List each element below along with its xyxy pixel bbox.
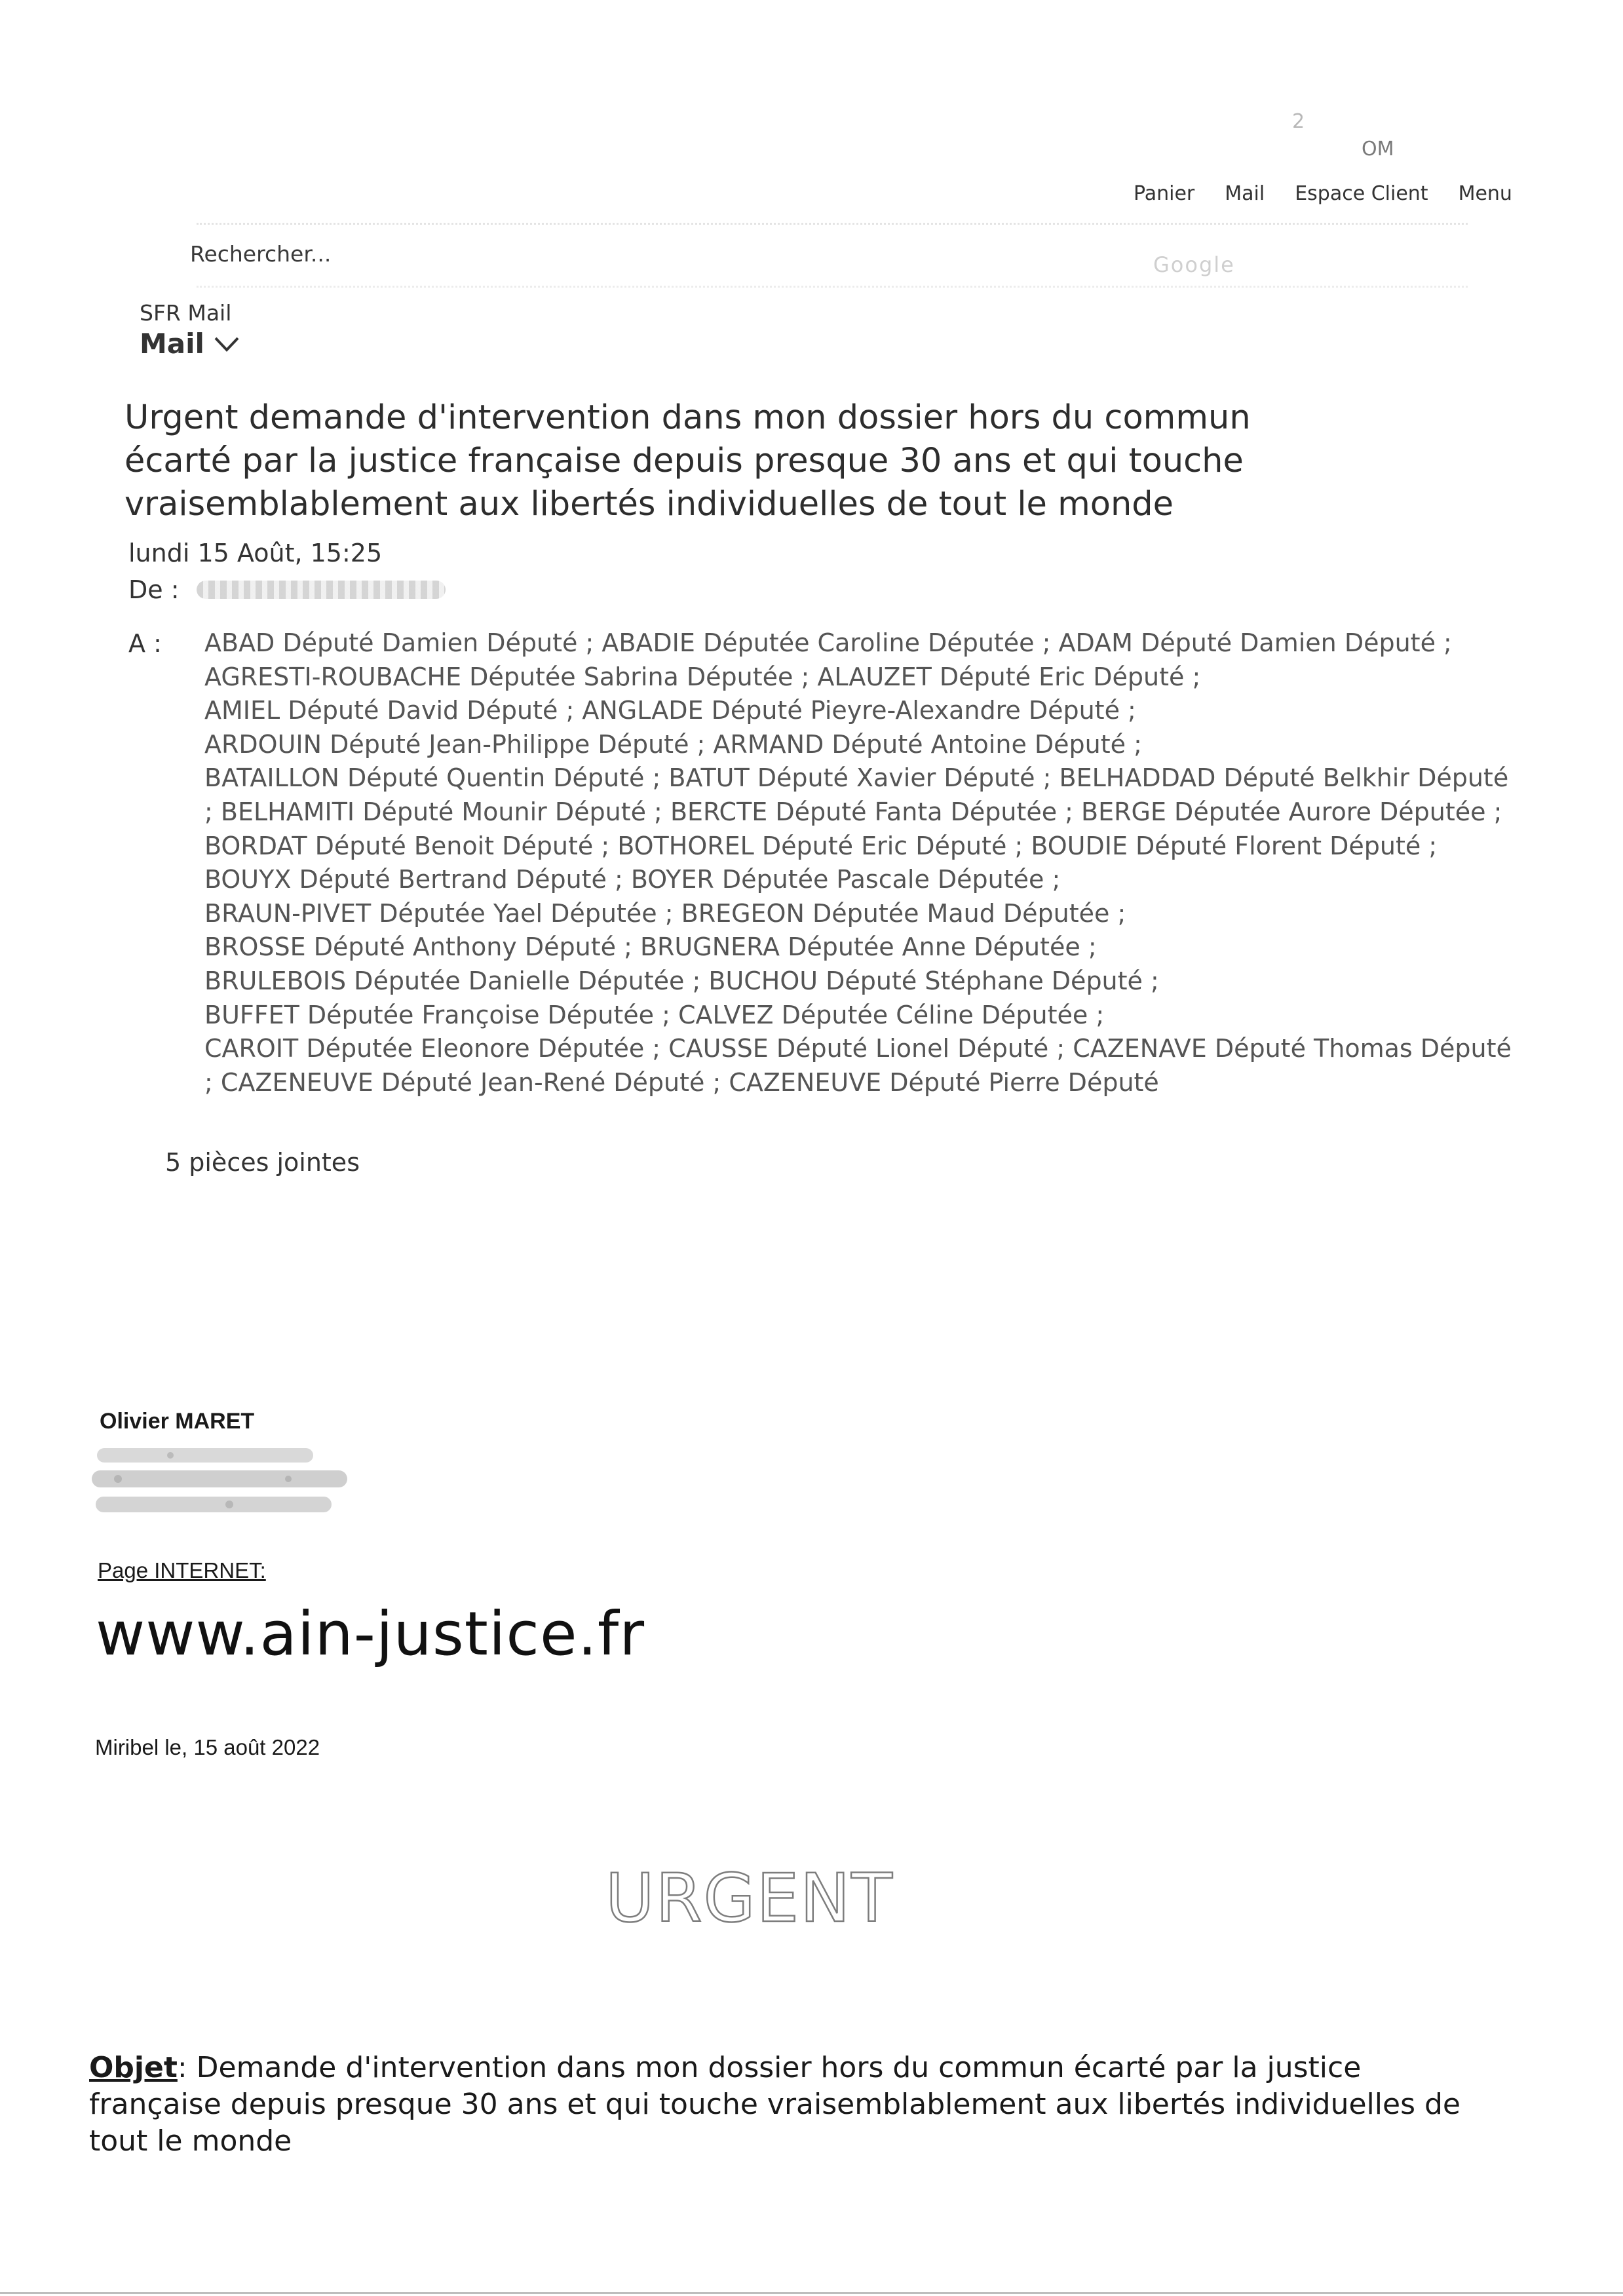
page-edge [0,2292,1623,2294]
attachments-link[interactable]: 5 pièces jointes [165,1148,360,1177]
website-link[interactable]: www.ain-justice.fr [96,1599,645,1669]
user-avatar-initials[interactable]: OM [1362,138,1394,161]
mail-folder-label: Mail [140,328,204,360]
from-label: De : [128,575,180,604]
recipient-line: ; BELHAMITI Député Mounir Député ; BERCTE Député Fanta Députée ; BERGE Députée Aurore Députée ; [204,797,1502,826]
app-name: SFR Mail [140,300,232,326]
chevron-down-icon [214,335,240,353]
recipient-line: BRULEBOIS Députée Danielle Députée ; BUCHOU Député Stéphane Député ; [204,966,1159,995]
letter-place-date: Miribel le, 15 août 2022 [95,1735,320,1759]
recipient-line: BOUYX Député Bertrand Député ; BOYER Députée Pascale Députée ; [204,865,1061,894]
object-text: : Demande d'intervention dans mon dossier hors du commun écarté par la justice française depuis presque 30 ans et qui touche vraisemblablement aux libertés individuelles de tout le monde [89,2051,1461,2158]
search-provider-label: Google [1153,252,1235,277]
top-nav [1134,182,1512,205]
recipient-line: ARDOUIN Député Jean-Philippe Député ; ARMAND Député Antoine Député ; [204,729,1142,759]
recipient-line: ABAD Député Damien Député ; ABADIE Députée Caroline Députée ; ADAM Député Damien Député ; [204,628,1452,657]
divider [197,223,1468,225]
search-input[interactable]: Rechercher... [190,241,332,267]
nav-cart[interactable]: Panier [1134,182,1195,205]
nav-menu[interactable]: Menu [1458,182,1512,205]
divider [197,286,1468,288]
email-date: lundi 15 Août, 15:25 [128,539,383,567]
object-label: Objet [89,2051,178,2084]
email-subject: Urgent demande d'intervention dans mon dossier hors du commun écarté par la justice française depuis presque 30 ans et qui touche vraisemblablement aux libertés individuelles de tout le monde [124,398,1251,524]
recipient-line: BATAILLON Député Quentin Député ; BATUT Député Xavier Député ; BELHADDAD Député Belkhir Député [204,763,1509,793]
letter-object [89,2050,1465,2160]
recipient-line: AGRESTI-ROUBACHE Députée Sabrina Députée ; ALAUZET Député Eric Député ; [204,662,1201,691]
recipient-line: BORDAT Député Benoit Député ; BOTHOREL Député Eric Député ; BOUDIE Député Florent Député ; [204,831,1438,860]
recipient-line: BRAUN-PIVET Députée Yael Députée ; BREGEON Députée Maud Députée ; [204,898,1126,928]
urgent-stamp: URGENT [605,1860,894,1938]
mail-folder-menu[interactable] [140,328,240,360]
website-label: Page INTERNET: [98,1558,266,1582]
recipient-line: AMIEL Député David Député ; ANGLADE Député Pieyre-Alexandre Député ; [204,696,1136,725]
nav-mail[interactable]: Mail [1225,182,1265,205]
page-number: 2 [1292,110,1305,133]
nav-customer-area[interactable]: Espace Client [1295,182,1428,205]
recipient-line: BROSSE Député Anthony Député ; BRUGNERA Députée Anne Députée ; [204,932,1097,962]
recipient-line: ; CAZENEUVE Député Jean-René Député ; CAZENEUVE Député Pierre Député [204,1067,1159,1097]
recipient-list [204,626,1541,1100]
recipient-line: BUFFET Députée Françoise Députée ; CALVEZ Députée Céline Députée ; [204,1000,1105,1029]
redacted-sender [197,581,446,599]
recipient-line: CAROIT Députée Eleonore Députée ; CAUSSE Député Lionel Député ; CAZENAVE Député Thomas Député [204,1034,1512,1063]
sender-name: Olivier MARET [100,1409,255,1434]
to-label: A : [128,629,162,658]
redacted-address [92,1442,354,1519]
